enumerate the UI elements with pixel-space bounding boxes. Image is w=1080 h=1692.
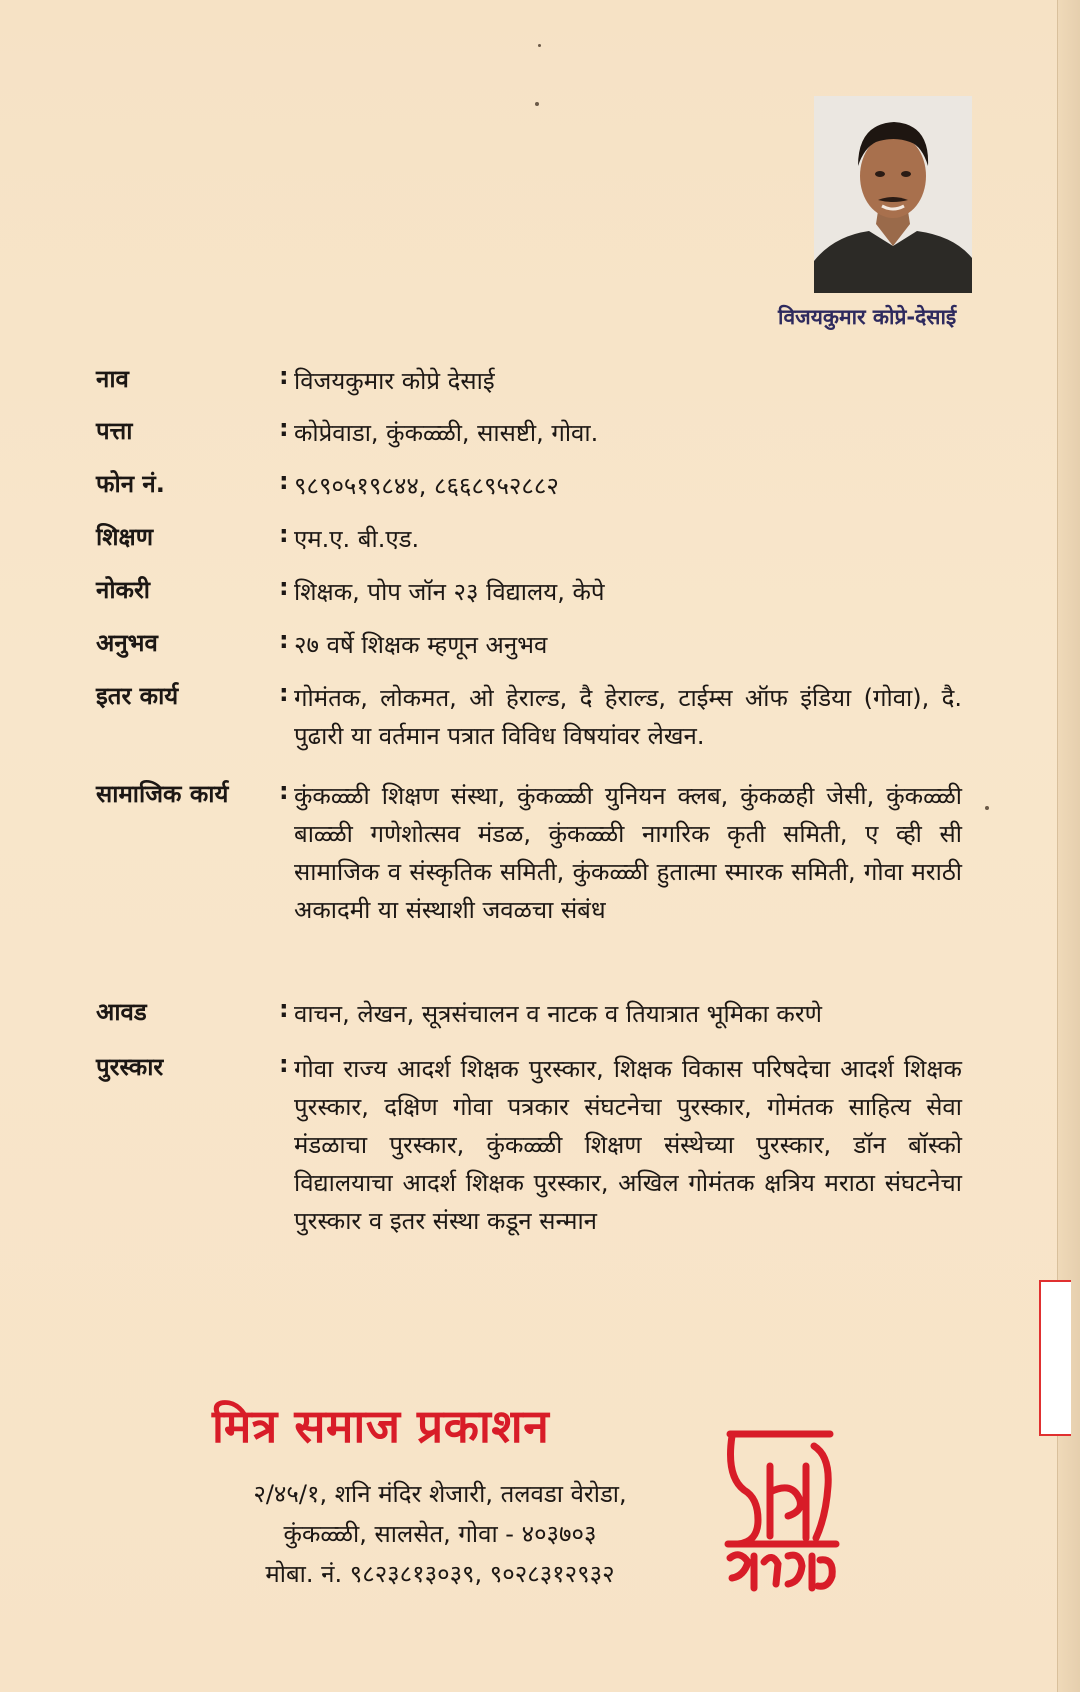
- spine-edge: [1057, 0, 1080, 1692]
- bio-value: ९८९०५१९८४४, ८६६८९५२८८२: [294, 472, 559, 500]
- bio-value: एम.ए. बी.एड.: [294, 525, 420, 553]
- bio-colon: :: [279, 679, 289, 707]
- publisher-address-line1: २/४५/१, शनि मंदिर शेजारी, तलवडा वेरोडा,: [253, 1480, 627, 1508]
- bio-value: गोवा राज्य आदर्श शिक्षक पुरस्कार, शिक्षक विकास परिषदेचा आदर्श शिक्षक पुरस्कार, दक्षिण गोवा पत्रकार संघटनेचा पुरस्कार, गोमंतक साहित्य सेवा मंडळाचा पुरस्कार, कुंकळ्ळी शिक्षण संस्थेच्या पुरस्कार, डॉन बॉस्को विद्यालयाचा आदर्श शिक्षक पुरस्कार, अखिल गोमंतक क्षत्रिय मराठा संघटनेचा पुरस्कार व इतर संस्था कडून सन्मान: [294, 1055, 962, 1235]
- bio-value: विजयकुमार कोप्रे देसाई: [294, 367, 495, 395]
- publisher-address-line2: कुंकळ्ळी, सालसेत, गोवा - ४०३७०३: [283, 1520, 597, 1548]
- bio-label: नाव: [96, 365, 129, 393]
- author-portrait-image: [814, 96, 972, 293]
- bio-value: शिक्षक, पोप जॉन २३ विद्यालय, केपे: [294, 578, 605, 606]
- bio-colon: :: [279, 1050, 289, 1078]
- bio-colon: :: [279, 626, 289, 654]
- bio-label: सामाजिक कार्य: [96, 780, 229, 808]
- bio-colon: :: [279, 467, 289, 495]
- library-label-tag: [1039, 1280, 1071, 1436]
- publisher-phone: मोबा. नं. ९८२३८१३०३९, ९०२८३१२९३२: [265, 1560, 615, 1588]
- publisher-logo-stamp: [718, 1426, 842, 1596]
- paper-speck: [535, 102, 539, 106]
- bio-label: फोन नं.: [96, 470, 165, 498]
- bio-label: पुरस्कार: [96, 1053, 164, 1081]
- bio-label: शिक्षण: [96, 523, 154, 551]
- bio-label: आवड: [96, 998, 147, 1026]
- bio-value: कोप्रेवाडा, कुंकळ्ळी, सासष्टी, गोवा.: [294, 419, 599, 447]
- bio-colon: :: [279, 573, 289, 601]
- photo-caption: विजयकुमार कोप्रे-देसाई: [778, 305, 957, 329]
- bio-colon: :: [279, 414, 289, 442]
- author-photo: [814, 96, 972, 293]
- paper-speck: [985, 806, 989, 810]
- publisher-logo-icon: [718, 1426, 842, 1596]
- bio-colon: :: [279, 362, 289, 390]
- bio-label: नोकरी: [96, 576, 150, 604]
- bio-value: वाचन, लेखन, सूत्रसंचालन व नाटक व तियात्रात भूमिका करणे: [294, 1000, 822, 1028]
- bio-label: पत्ता: [96, 417, 133, 445]
- bio-value: कुंकळ्ळी शिक्षण संस्था, कुंकळ्ळी युनियन क्लब, कुंकळही जेसी, कुंकळ्ळी बाळ्ळी गणेशोत्सव मंडळ, कुंकळ्ळी नागरिक कृती समिती, ए व्ही सी सामाजिक व संस्कृतिक समिती, कुंकळ्ळी हुतात्मा स्मारक समिती, गोवा मराठी अकादमी या संस्थाशी जवळचा संबंध: [294, 782, 962, 924]
- bio-value: गोमंतक, लोकमत, ओ हेराल्ड, दै हेराल्ड, टाईम्स ऑफ इंडिया (गोवा), दै. पुढारी या वर्तमान पत्रात विविध विषयांवर लेखन.: [294, 684, 962, 750]
- bio-label: अनुभव: [96, 629, 158, 657]
- bio-colon: :: [279, 777, 289, 805]
- bio-label: इतर कार्य: [96, 682, 179, 710]
- bio-value: २७ वर्षे शिक्षक म्हणून अनुभव: [294, 631, 548, 659]
- bio-colon: :: [279, 520, 289, 548]
- publisher-name: मित्र समाज प्रकाशन: [212, 1399, 550, 1453]
- paper-speck: [538, 44, 541, 47]
- bio-colon: :: [279, 995, 289, 1023]
